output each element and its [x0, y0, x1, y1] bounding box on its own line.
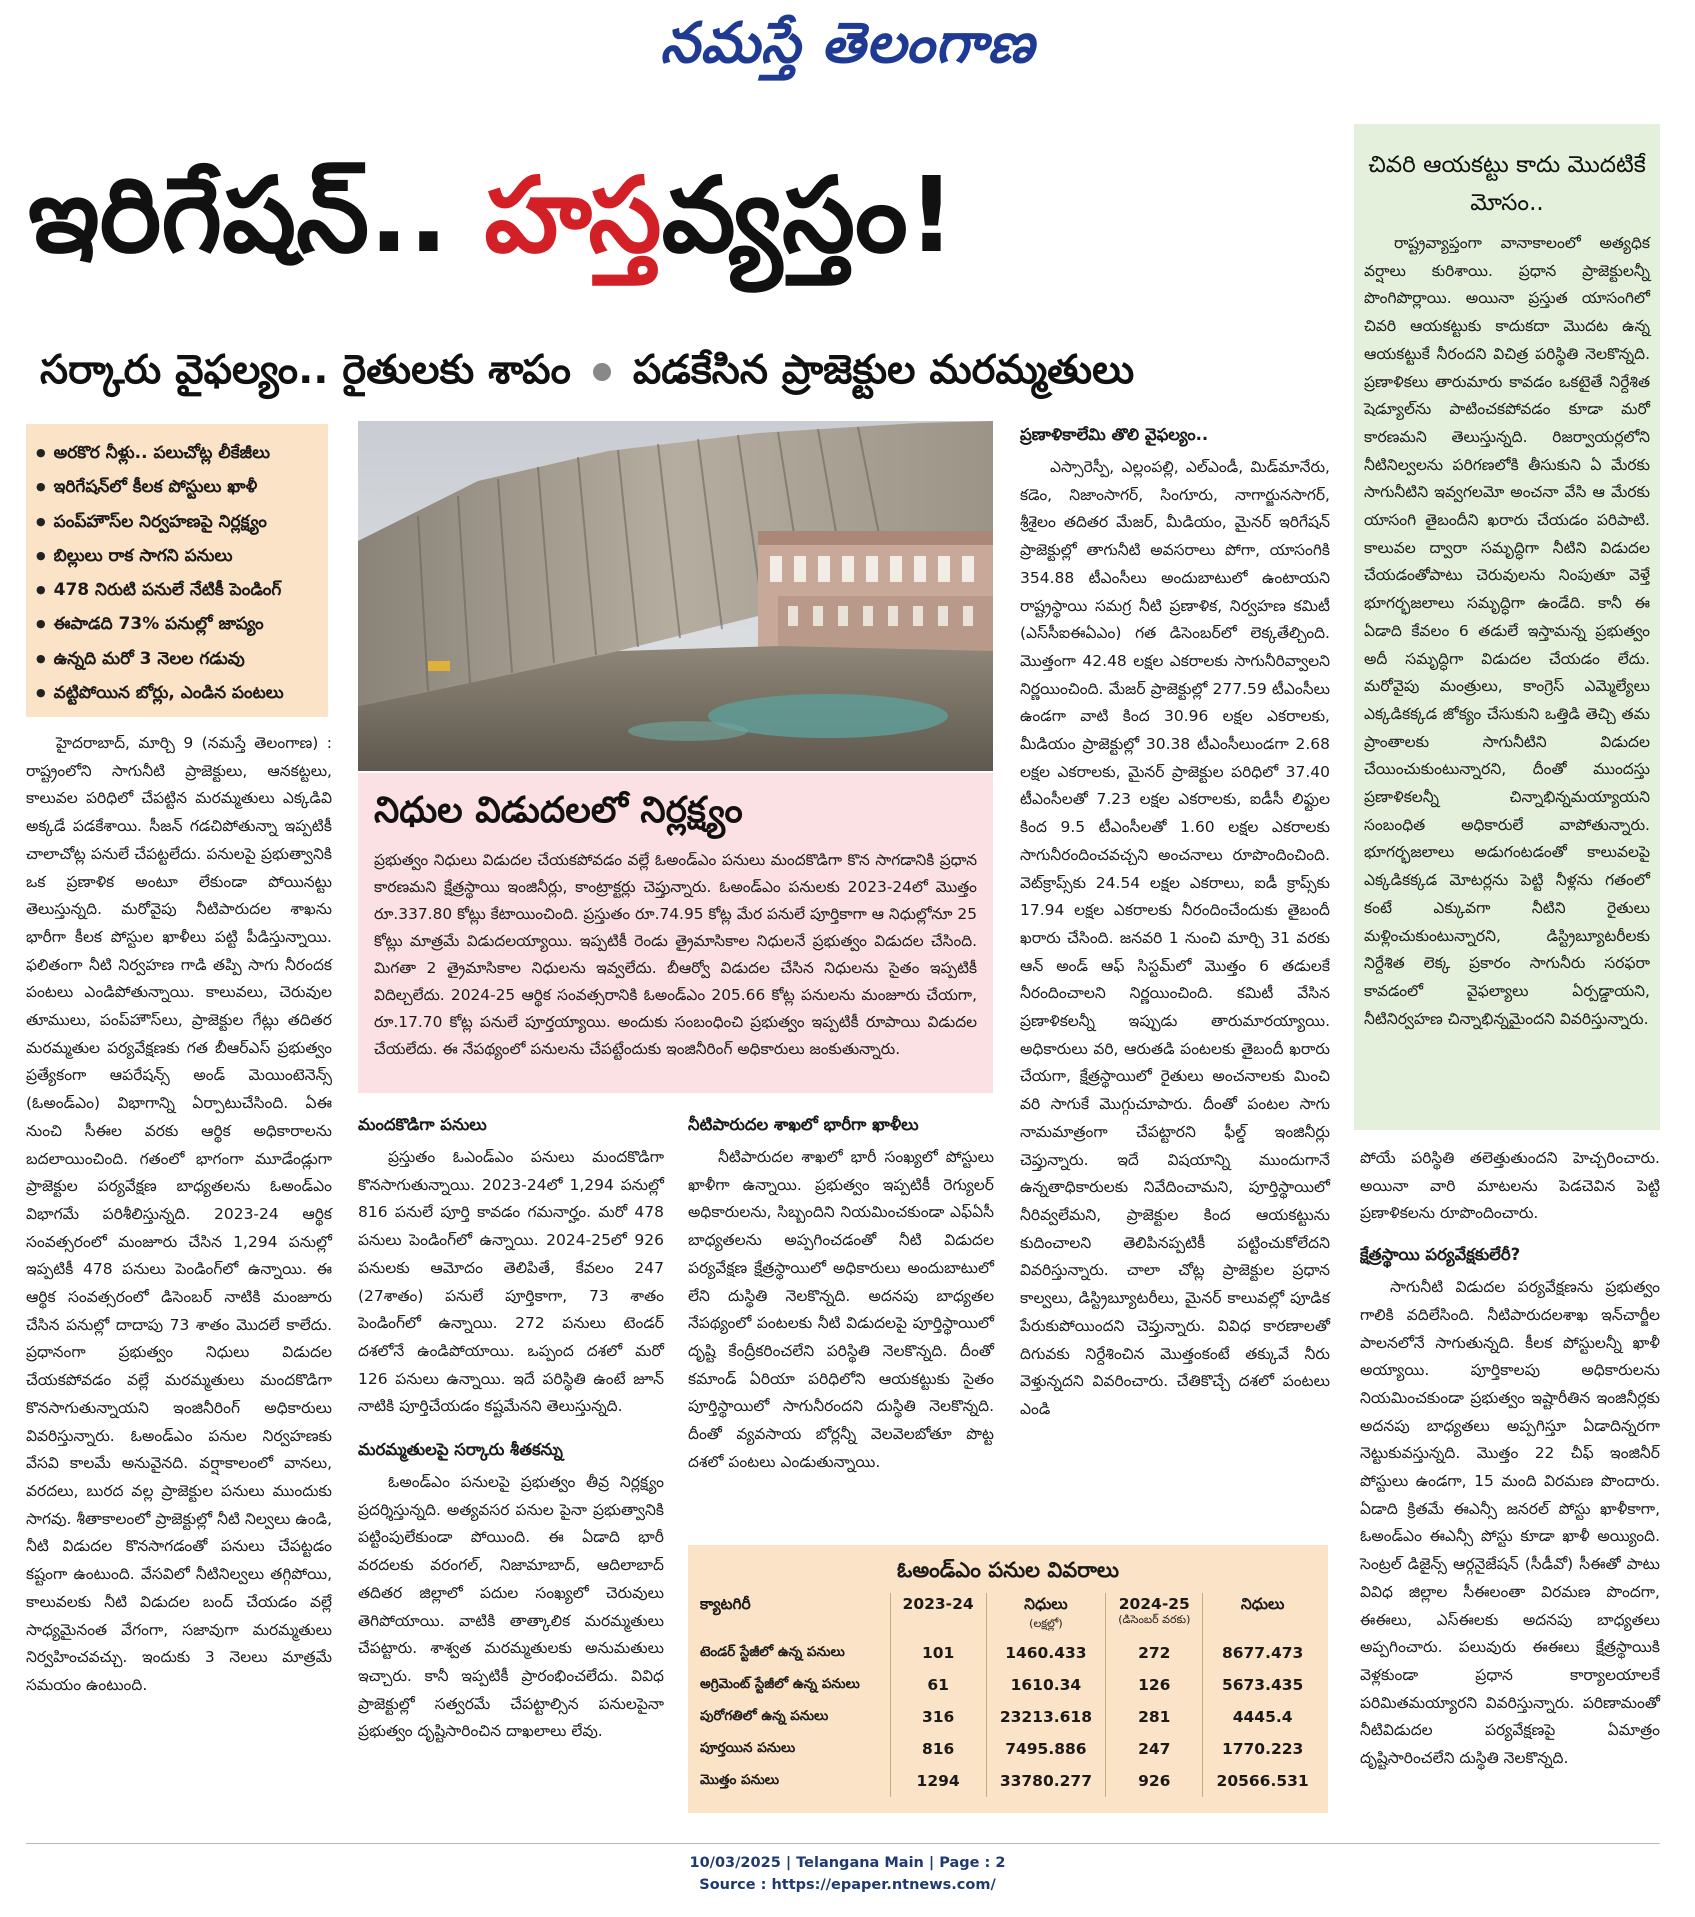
table-row: [694, 1669, 1322, 1701]
table-cell: 126: [1106, 1669, 1203, 1701]
column-header: [1106, 1593, 1203, 1637]
table-cell: 316: [890, 1701, 986, 1733]
table-cell: 20566.531: [1216, 1772, 1309, 1790]
article-paragraph: పోయే పరిస్థితి తలెత్తుతుందని హెచ్చరించారు. అయినా వారి మాటలను పెడచెవిన పెట్టి ప్రణాళికలను రూపొందించారు.: [1360, 1149, 1660, 1223]
table-cell: 101: [890, 1637, 986, 1669]
column-header: క్యాటగిరీ: [694, 1593, 890, 1637]
article-paragraph: ఓఅండ్‌ఎం పనులపై ప్రభుత్వం తీవ్ర నిర్లక్ష్యం ప్రదర్శిస్తున్నది. అత్యవసర పనుల పైనా ప్రభుత్వానికి పట్టింపులేకుండా పోయింది. ఈ ఏడాది భారీ వరదలకు వరంగల్, నిజామాబాద్, ఆదిలాబాద్ తదితర జిల్లాలో పదుల సంఖ్యలో చెరువులు తెగిపోయాయి. వాటికి తాత్కాలిక మరమ్మతులు చేపట్టారు. శాశ్వత మరమ్మతులకు అనుమతులు ఇచ్చారు. కానీ ఇప్పటికీ ప్రారంభించలేదు. వివిధ ప్రాజెక్టుల్లో సత్వరమే చేపట్టాల్సిన పనులపైనా ప్రభుత్వం దృష్టిసారించిన దాఖలాలు లేవు.: [358, 1473, 664, 1741]
section-heading: నీటిపారుదల శాఖలో భారీగా ఖాళీలు: [688, 1115, 919, 1134]
table-cell: 4445.4: [1232, 1708, 1293, 1726]
footer-edition-info: 10/03/2025 | Telangana Main | Page : 2: [689, 1855, 1006, 1871]
sidebar-story-body: రాష్ట్రవ్యాప్తంగా వానాకాలంలో అత్యధిక వర్షాలు కురిశాయి. ప్రధాన ప్రాజెక్టులన్నీ పొంగిపొర్లాయి. అయినా ప్రస్తుత యాసంగిలో చివరి ఆయకట్టుకు కాదుకదా మొదట ఉన్న ఆయకట్టుకే నీరందని విచిత్ర పరిస్థితి నెలకొన్నది. ప్రణాళికలు తారుమారు కావడం ఒకటైతే నిర్దేశిత షెడ్యూల్‌ను పాటించకపోవడం కూడా మరో కారణమని తెలుస్తున్నది. రిజర్వాయర్లలోని నీటినిల్వలను పరిగణలోకి తీసుకుని ఏ మేరకు సాగునీటిని ఇవ్వగలమో అంచనా వేసి ఆ మేరకు యాసంగి తైబందీని ఖరారు చేయడం పరిపాటి. కాలువల ద్వారా సమృద్ధిగా నీటిని విడుదల చేయడంతోపాటు చెరువులను నింపుతూ వెళ్తే భూగర్భజలాలు సమృద్ధిగా ఉండేది. కానీ ఈ ఏడాది కేవలం 6 తడులే ఇస్తామన్న ప్రభుత్వం అదీ సమృద్ధిగా విడుదల చేయడం లేదు. మరోవైపు మంత్రులు, కాంగ్రెస్ ఎమ్మెల్యేలు ఎక్కడికక్కడ జోక్యం చేసుకుని ఒత్తిడి తెచ్చి తమ ప్రాంతాలకు సాగునీటిని విడుదల చేయించుకుంటున్నారని, దీంతో ముందస్తు ప్రణాళికలన్నీ చిన్నాభిన్నమయ్యాయని సంబంధిత అధికారులే వాపోతున్నారు. భూగర్భజలాలు అడుగంటడంతో కాలువలపై ఎక్కడికక్కడ మోటర్లను పెట్టి నీళ్లను గతంలో కంటే ఎక్కువగా నీటిని రైతులు మళ్లించుకుంటున్నారని, డిస్ట్రిబ్యూటరీలకు నిర్దేశిత లెక్క ప్రకారం సాగునీరు సరఫరా కావడంలో వైఫల్యాలు ఏర్పడ్డాయని, నీటినిర్వహణ చిన్నాభిన్నమైందని వివరిస్తున్నారు.: [1364, 234, 1650, 1028]
table-cell: 1770.223: [1221, 1740, 1304, 1758]
page-footer: [0, 1852, 1695, 1896]
article-column-1: [26, 730, 332, 1700]
article-paragraph: సాగునీటి విడుదల పర్యవేక్షణను ప్రభుత్వం గాలికి వదిలేసింది. నీటిపారుదలశాఖ ఇన్‌చార్జీల పాలనలోనే సాగుతున్నది. కీలక పోస్టులన్నీ ఖాళీ అయ్యాయి. పూర్తికాలపు అధికారులను నియమించకుండా ప్రభుత్వం ఇష్టారీతిన ఇంజినీర్లకు అదనపు బాధ్యతలు అప్పగిస్తూ ఏడాదిన్నరగా నెట్టుకువస్తున్నది. మొత్తం 22 చీఫ్ ఇంజినీర్ పోస్టులు ఉండగా, 15 మంది విరమణ పొందారు. ఏడాది క్రితమే ఈఎన్సీ జనరల్ పోస్టు ఖాళీకాగా, ఓఅండ్‌ఎం ఈఎన్సీ పోస్టు కూడా ఖాళీ అయ్యింది. సెంట్రల్ డిజైన్స్ ఆర్గనైజేషన్ (సీడీవో) సీఈతో పాటు వివిధ జిల్లాల సీఈలంతా విరమణ పొందగా, ఈఈలు, ఎస్‌ఈలకు అదనపు బాధ్యతలు అప్పగించారు. పలువురు ఈఈలు క్షేత్రస్థాయికి వెళ్లకుండా ప్రధాన కార్యాలయాలకే పరిమితమయ్యారని వివరిస్తున్నారు. పరిణామంతో నీటివిడుదల పర్యవేక్షణపై ఏమాత్రం దృష్టిసారించలేని దుస్థితి నెలకొన్నది.: [1360, 1278, 1660, 1768]
table-cell: మొత్తం పనులు: [694, 1765, 890, 1797]
headline-part-1: ఇరిగేషన్..: [28, 154, 485, 276]
highlight-item: ● వట్టిపోయిన బోర్లు, ఎండిన పంటలు: [36, 676, 318, 710]
table-cell: 7495.886: [986, 1733, 1106, 1765]
article-column-3: [1020, 420, 1330, 1424]
headline: [28, 140, 1328, 290]
section-heading: మరమ్మతులపై సర్కారు శీతకన్ను: [358, 1440, 563, 1460]
article-column-2a: [358, 1110, 664, 1746]
table-cell: 1294: [890, 1765, 986, 1797]
table-cell: టెండర్ స్టేజీలో ఉన్న పనులు: [694, 1637, 890, 1669]
table-title: ఓఅండ్‌ఎం పనుల వివరాలు: [896, 1558, 1120, 1582]
column-header: నిధులు: [1240, 1595, 1285, 1613]
subheadline: [40, 335, 1330, 405]
table-cell: 816: [890, 1733, 986, 1765]
table-row: [694, 1701, 1322, 1733]
table-cell: పురోగతిలో ఉన్న పనులు: [694, 1701, 890, 1733]
table-header-row: [694, 1593, 1322, 1637]
table-row: [694, 1637, 1322, 1669]
funds-box-title: నిధుల విడుదలలో నిర్లక్ష్యం: [374, 790, 743, 831]
highlights-box: [26, 424, 328, 717]
column-header-sub: (లక్షల్లో): [1029, 1617, 1063, 1630]
column-header-label: నిధులు: [1024, 1595, 1068, 1613]
subhead-left: సర్కారు వైఫల్యం.. రైతులకు శాపం: [40, 347, 571, 393]
table-row: [694, 1733, 1322, 1765]
column-header-label: 2024-25: [1118, 1595, 1190, 1613]
table-cell: అగ్రిమెంట్ స్టేజీలో ఉన్న పనులు: [694, 1669, 890, 1701]
data-table: [694, 1593, 1322, 1797]
table-cell: 247: [1106, 1733, 1203, 1765]
column-header-sub: (డిసెంబర్ వరకు): [1118, 1613, 1191, 1626]
table-cell: 5673.435: [1221, 1676, 1304, 1694]
section-heading: క్షేత్రస్థాయి పర్యవేక్షకులేరీ?: [1360, 1245, 1521, 1265]
highlight-item: ● ఈపాడది 73% పనుల్లో జాప్యం: [36, 607, 318, 641]
table-cell: 61: [890, 1669, 986, 1701]
article-paragraph: నీటిపారుదల శాఖలో భారీ సంఖ్యలో పోస్టులు ఖాళీగా ఉన్నాయి. ప్రభుత్వం ఇప్పటికీ రెగ్యులర్ అధికారులను, సిబ్బందిని నియమించకుండా ఎఫ్‌ఏసీ బాధ్యతలను అప్పగించడంతో నీటి విడుదల పర్యవేక్షణ క్షేత్రస్థాయిలో అధికారులు అందుబాటులో లేని దుస్థితి నెలకొన్నది. అదనపు బాధ్యతల నేపథ్యంలో పంటలకు నీటి విడుదలపై పూర్తిస్థాయిలో దృష్టి కేంద్రీకరించలేని పరిస్థితి నెలకొన్నది. దీంతో కమాండ్ ఏరియా పరిధిలోని ఆయకట్టుకు సైతం పూర్తిస్థాయిలో సాగునీరందని దుస్థితి నెలకొన్నది. దీంతో వ్యవసాయ బోర్లన్నీ వెలవెలబోతూ పొట్ట దశలో పంటలు ఎండుతున్నాయి.: [688, 1148, 994, 1471]
table-cell: 33780.277: [986, 1765, 1106, 1797]
highlight-item: ● ఇరిగేషన్‌లో కీలక పోస్టులు ఖాళీ: [36, 470, 318, 504]
highlight-item: ● అరకొర నీళ్లు.. పలుచోట్ల లీకేజీలు: [36, 436, 318, 470]
article-paragraph: హైదరాబాద్, మార్చి 9 (నమస్తే తెలంగాణ) : రాష్ట్రంలోని సాగునీటి ప్రాజెక్టులు, ఆనకట్టలు, కాలువల పరిధిలో చేపట్టిన మరమ్మతులు ఎక్కడివి అక్కడే పడకేశాయి. సీజన్ గడచిపోతున్నా ఇప్పటికీ చాలాచోట్ల పనులే చేపట్టలేదు. పనులపై ప్రభుత్వానికి ఒక ప్రణాళిక అంటూ లేకుండా పోయినట్టు తెలుస్తున్నది. మరోవైపు నీటిపారుదల శాఖను భారీగా కీలక పోస్టుల ఖాళీలు పట్టి పీడిస్తున్నాయి. ఫలితంగా నీటి నిర్వహణ గాడి తప్పి సాగు నీరందక పంటలు ఎండిపోతున్నాయి. కాలువలు, చెరువుల తూములు, పంప్‌హౌస్‌లు, ప్రాజెక్టుల గేట్లు తదితర మరమ్మతుల పర్యవేక్షణకు గత బీఆర్‌ఎస్ ప్రభుత్వం ప్రత్యేకంగా ఆపరేషన్స్ అండ్ మెయింటెనెన్స్ (ఓఅండ్‌ఎం) విభాగాన్ని ఏర్పాటుచేసింది. ఏఈ నుంచి సీఈల వరకు ఆర్థిక అధికారాలను బదలాయించింది. గతంలో భాగంగా మూడేండ్లుగా ప్రాజెక్టుల పర్యవేక్షణ బాధ్యతలను ఓఅండ్‌ఎం విభాగమే పరిశీలిస్తున్నది. 2023-24 ఆర్థిక సంవత్సరంలో మంజూరు చేసిన 1,294 పనుల్లో ఇప్పటికీ 478 పనులు పెండింగ్‌లో ఉన్నాయి. ఈ ఆర్థిక సంవత్సరంలో డిసెంబర్ నాటికి మంజూరు చేసిన పనుల్లో దాదాపు 73 శాతం మొదలే కాలేదు. ప్రధానంగా ప్రభుత్వం నిధులు విడుదల చేయకపోవడం వల్లే మరమ్మతులు మందకొడిగా కొనసాగుతున్నాయని ఇంజినీరింగ్ అధికారులు వివరిస్తున్నారు. ఓఅండ్‌ఎం పనుల నిర్వహణకు వేసవి కాలమే అనువైనది. వర్షాకాలంలో వానలు, వరదలు, బురద వల్ల ప్రాజెక్టుల పనులు ముందుకు సాగవు. శీతాకాలంలో ప్రాజెక్టుల్లో నీటి నిల్వలు ఉండి, నీటి విడుదల కొనసాగడంతో పనులు చేపట్టడం కష్టంగా ఉంటుంది. వేసవిలో నీటినిల్వలు తగ్గిపోయి, కాలువలకు నీటి విడుదల బంద్ చేయడం వల్లే సాధ్యమైనంత వేగంగా, సజావుగా మరమ్మతులు నిర్వహించవచ్చు. ఇందుకు 3 నెలలు మాత్రమే సమయం ఉంటుంది.: [26, 734, 332, 1694]
subhead-right: పడకేసిన ప్రాజెక్టుల మరమ్మతులు: [632, 347, 1135, 393]
article-column-4: [1360, 1145, 1660, 1773]
table-cell: 23213.618: [986, 1701, 1106, 1733]
table-cell: 8677.473: [1221, 1644, 1304, 1662]
headline-part-2: హస్త: [484, 154, 662, 276]
article-paragraph: ఎస్సారెస్పీ, ఎల్లంపల్లి, ఎల్‌ఎండీ, మిడ్‌మానేరు, కడెం, నిజాంసాగర్, సింగూరు, నాగార్జునసాగర్, శ్రీశైలం తదితర మేజర్, మీడియం, మైనర్ ఇరిగేషన్ ప్రాజెక్టుల్లో తాగునీటి అవసరాలు పోగా, యాసంగికి 354.88 టీఎంసీలు అందుబాటులో ఉంటాయని రాష్ట్రస్థాయి సమగ్ర నీటి ప్రణాళిక, నిర్వహణ కమిటీ (ఎస్‌సీఐఈఏఎం) గత డిసెంబర్‌లో లెక్కతేల్చింది. మొత్తంగా 42.48 లక్షల ఎకరాలకు సాగునీరివ్వాలని నిర్ణయించింది. మేజర్ ప్రాజెక్టుల్లో 277.59 టీఎంసీలు ఉండగా వాటి కింద 30.96 లక్షల ఎకరాలకు, మీడియం ప్రాజెక్టుల్లో 30.38 టీఎంసీలుండగా 2.68 లక్షల ఎకరాలకు, మైనర్ ప్రాజెక్టుల పరిధిలో 37.40 టీఎంసీలతో 7.23 లక్షల ఎకరాలకు, ఐడీసీ లిఫ్టుల కింద 9.5 టీఎంసీలతో 1.60 లక్షల ఎకరాలకు సాగునీరందించవచ్చని అంచనాలు రూపొందించింది. వెట్‌క్రాప్స్‌కు 24.54 లక్షల ఎకరాలు, ఐడీ క్రాప్స్‌కు 17.94 లక్షల ఎకరాలకు నీరందించేందుకు తైబందీ ఖరారు చేసింది. జనవరి 1 నుంచి మార్చి 31 వరకు ఆన్ అండ్ ఆఫ్ సిస్టమ్‌లో మొత్తం 6 తడులకే నీరందించాలని నిర్ణయించింది. కమిటీ వేసిన ప్రణాళికలన్నీ ఇప్పుడు తారుమారయ్యాయి. అధికారులు వరి, ఆరుతడి పంటలకు తైబందీ ఖరారు చేయగా, క్షేత్రస్థాయిలో రైతులు అంచనాలకు మించి వరి సాగుకే మొగ్గుచూపారు. దీంతో పంటల సాగు నామమాత్రంగా చేపట్టారని ఫీల్డ్ ఇంజినీర్లు చెప్తున్నారు. ఇదే విషయాన్ని ముందుగానే ఉన్నతాధికారులకు నివేదించామని, పూర్తిస్థాయిలో నీరివ్వలేమని, ప్రాజెక్టుల కింద ఆయకట్టును కుదించాలని తెలిపినప్పటికీ పట్టించుకోలేదని వివరిస్తున్నారు. చాలా చోట్ల ప్రాజెక్టుల ప్రధాన కాల్వలు, డిస్ట్రిబ్యూటరీలు, మైనర్ కాలువల్లో పూడిక పేరుకుపోయిందని చెప్తున్నారు. వివిధ కారణాలతో దిగువకు నిర్దేశించిన మొత్తంకంటే తక్కువే నీరు వెళ్తున్నదని వివరించారు. చేతికొచ్చే దశలో పంటలు ఎండి: [1020, 458, 1330, 1418]
column-header: 2023-24: [890, 1593, 986, 1637]
table-row: [694, 1765, 1322, 1797]
table-cell: 926: [1106, 1765, 1203, 1797]
column-header: [986, 1593, 1106, 1637]
section-heading: మందకొడిగా పనులు: [358, 1115, 487, 1134]
om-works-table: [688, 1545, 1328, 1813]
highlight-item: ● 478 నిరుటి పనులే నేటికీ పెండింగ్: [36, 573, 318, 607]
table-cell: 1460.433: [986, 1637, 1106, 1669]
table-cell: 1610.34: [986, 1669, 1106, 1701]
table-cell: పూర్తయిన పనులు: [694, 1733, 890, 1765]
article-column-2b: [688, 1110, 994, 1476]
highlight-item: ● బిల్లులు రాక సాగని పనులు: [36, 539, 318, 573]
sidebar-story-box: [1354, 124, 1660, 1130]
table-cell: 281: [1106, 1701, 1203, 1733]
highlight-item: ● ఉన్నది మరో 3 నెలల గడువు: [36, 642, 318, 676]
bullet-dot-icon: [593, 363, 611, 381]
footer-source-link[interactable]: Source : https://epaper.ntnews.com/: [699, 1877, 996, 1893]
funds-box-body: ప్రభుత్వం నిధులు విడుదల చేయకపోవడం వల్లే ఓఅండ్‌ఎం పనులు మందకొడిగా కొన సాగడానికి ప్రధాన కారణమని క్షేత్రస్థాయి ఇంజినీర్లు, కాంట్రాక్టర్లు చెప్తున్నారు. ఓఅండ్‌ఎం పనులకు 2023-24లో మొత్తం రూ.337.80 కోట్లు కేటాయించింది. ప్రస్తుతం రూ.74.95 కోట్ల మేర పనులే పూర్తికాగా ఆ నిధుల్లోనూ 25 కోట్లు మాత్రమే విడుదలయ్యాయి. ఇప్పటికీ రెండు త్రైమాసికాల నిధులనే ప్రభుత్వం విడుదల చేసింది. మిగతా 2 త్రైమాసికాల నిధులను ఇవ్వలేదు. బీఆర్వో విడుదల చేసిన నిధులను సైతం ఇప్పటికీ విదిల్చలేదు. 2024-25 ఆర్థిక సంవత్సరానికి ఓఅండ్‌ఎం 205.66 కోట్ల పనులను మంజూరు చేయగా, రూ.17.70 కోట్ల పనులే పూర్తయ్యాయి. అందుకు సంబంధించి ప్రభుత్వం ఇప్పటికీ రూపాయి విడుదల చేయలేదు. ఈ నేపథ్యంలో పనులను చేపట్టేందుకు ఇంజినీరింగ్ అధికారులు జంకుతున్నారు.: [374, 851, 977, 1058]
dam-photo: [358, 421, 993, 771]
footer-divider: [26, 1843, 1660, 1844]
table-cell: 272: [1106, 1637, 1203, 1669]
highlight-item: ● పంప్‌హౌస్‌ల నిర్వహణపై నిర్లక్ష్యం: [36, 505, 318, 539]
masthead-logo: నమస్తే తెలంగాణ: [660, 10, 1035, 76]
section-heading: ప్రణాళికాలేమి తొలి వైఫల్యం..: [1020, 425, 1209, 444]
funds-release-box: [358, 773, 993, 1093]
sidebar-story-title: చివరి ఆయకట్టు కాదు మొదటికే మోసం..: [1368, 152, 1646, 216]
headline-part-3: వ్యస్తం!: [661, 154, 956, 276]
article-paragraph: ప్రస్తుతం ఓఎండ్‌ఎం పనులు మందకొడిగా కొనసాగుతున్నాయి. 2023-24లో 1,294 పనుల్లో 816 పనులే పూర్తి కావడం గమనార్హం. మరో 478 పనులు పెండింగ్‌లో ఉన్నాయి. 2024-25లో 926 పనులకు ఆమోదం తెలిపితే, కేవలం 247 (27శాతం) పనులే పూర్తికాగా, 73 శాతం పెండింగ్‌లో ఉన్నాయి. 272 పనులు టెండర్ దశలోనే ఉండిపోయాయి. ఒప్పంద దశలో మరో 126 పనులు ఉన్నాయి. ఇదే పరిస్థితి ఉంటే జూన్ నాటికి పూర్తిచేయడం కష్టమేనని తెలుస్తున్నది.: [358, 1148, 664, 1416]
